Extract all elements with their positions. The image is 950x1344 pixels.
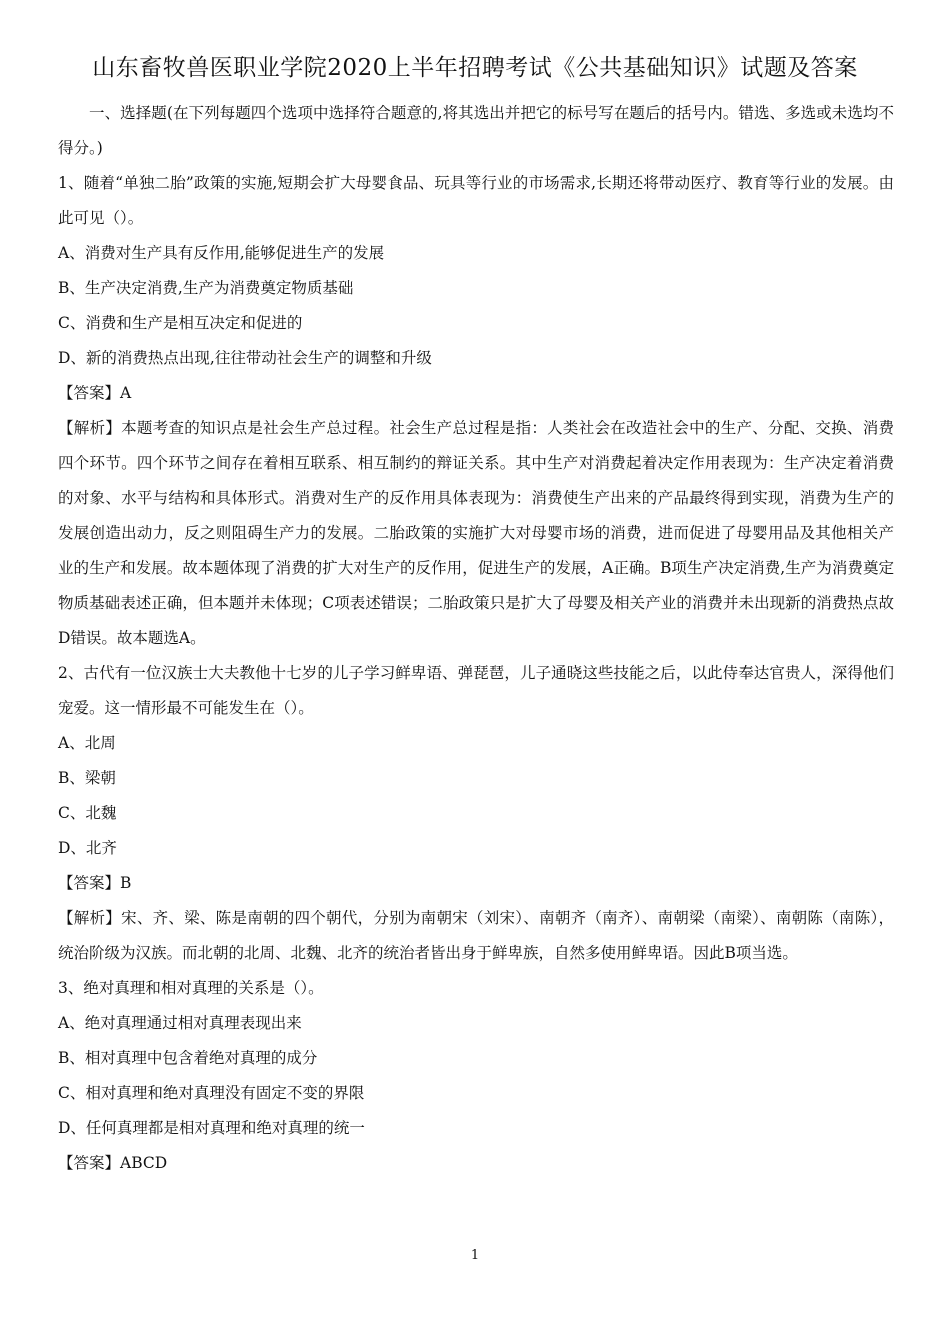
question-answer: 【答案】A xyxy=(58,384,132,402)
question-analysis: 【解析】本题考查的知识点是社会生产总过程。社会生产总过程是指：人类社会在改造社会中的生产、分配、交换、消费四个环节。四个环节之间存在着相互联系、相互制约的辩证关系。其中生产对消费起着决定作用表现为：生产决定着消费的对象、水平与结构和具体形式。消费对生产的反作用具体表现为：消费使生产出来的产品最终得到实现，消费为生产的发展创造出动力，反之则阻碍生产力的发展。二胎政策的实施扩大对母婴市场的消费，进而促进了母婴用品及其他相关产业的生产和发展。故本题体现了消费的扩大对生产的反作用，促进生产的发展，A正确。B项生产决定消费,生产为消费奠定物质基础表述正确，但本题并未体现；C项表述错误；二胎政策只是扩大了母婴及相关产业的消费并未出现新的消费热点故D错误。故本题选A。 xyxy=(58,419,894,647)
question-option: D、北齐 xyxy=(58,839,117,857)
document-body xyxy=(58,96,894,1181)
question-option: D、任何真理都是相对真理和绝对真理的统一 xyxy=(58,1119,365,1137)
question-option: B、生产决定消费,生产为消费奠定物质基础 xyxy=(58,279,354,297)
question-stem: 3、绝对真理和相对真理的关系是（）。 xyxy=(58,979,324,997)
question-analysis: 【解析】宋、齐、梁、陈是南朝的四个朝代，分别为南朝宋（刘宋）、南朝齐（南齐）、南朝梁（南梁）、南朝陈（南陈），统治阶级为汉族。而北朝的北周、北魏、北齐的统治者皆出身于鲜卑族，自然多使用鲜卑语。因此B项当选。 xyxy=(58,909,894,962)
question-stem: 1、随着“单独二胎”政策的实施,短期会扩大母婴食品、玩具等行业的市场需求,长期还将带动医疗、教育等行业的发展。由此可见（）。 xyxy=(58,174,894,227)
question-option: B、梁朝 xyxy=(58,769,116,787)
page-number: 1 xyxy=(470,1248,480,1263)
question-option: A、北周 xyxy=(58,734,116,752)
question-option: C、相对真理和绝对真理没有固定不变的界限 xyxy=(58,1084,365,1102)
question-option: C、北魏 xyxy=(58,804,117,822)
question-answer: 【答案】ABCD xyxy=(58,1154,168,1172)
question-answer: 【答案】B xyxy=(58,874,132,892)
question-option: A、绝对真理通过相对真理表现出来 xyxy=(58,1014,302,1032)
document-title: 山东畜牧兽医职业学院2020上半年招聘考试《公共基础知识》试题及答案 xyxy=(92,55,858,81)
question-stem: 2、古代有一位汉族士大夫教他十七岁的儿子学习鲜卑语、弹琵琶，儿子通晓这些技能之后，以此侍奉达官贵人，深得他们宠爱。这一情形最不可能发生在（）。 xyxy=(58,664,894,717)
question-option: B、相对真理中包含着绝对真理的成分 xyxy=(58,1049,318,1067)
section-intro: 一、选择题(在下列每题四个选项中选择符合题意的,将其选出并把它的标号写在题后的括号内。错选、多选或未选均不得分。) xyxy=(58,104,894,157)
question-option: C、消费和生产是相互决定和促进的 xyxy=(58,314,303,332)
question-option: D、新的消费热点出现,往往带动社会生产的调整和升级 xyxy=(58,349,432,367)
question-option: A、消费对生产具有反作用,能够促进生产的发展 xyxy=(58,244,385,262)
